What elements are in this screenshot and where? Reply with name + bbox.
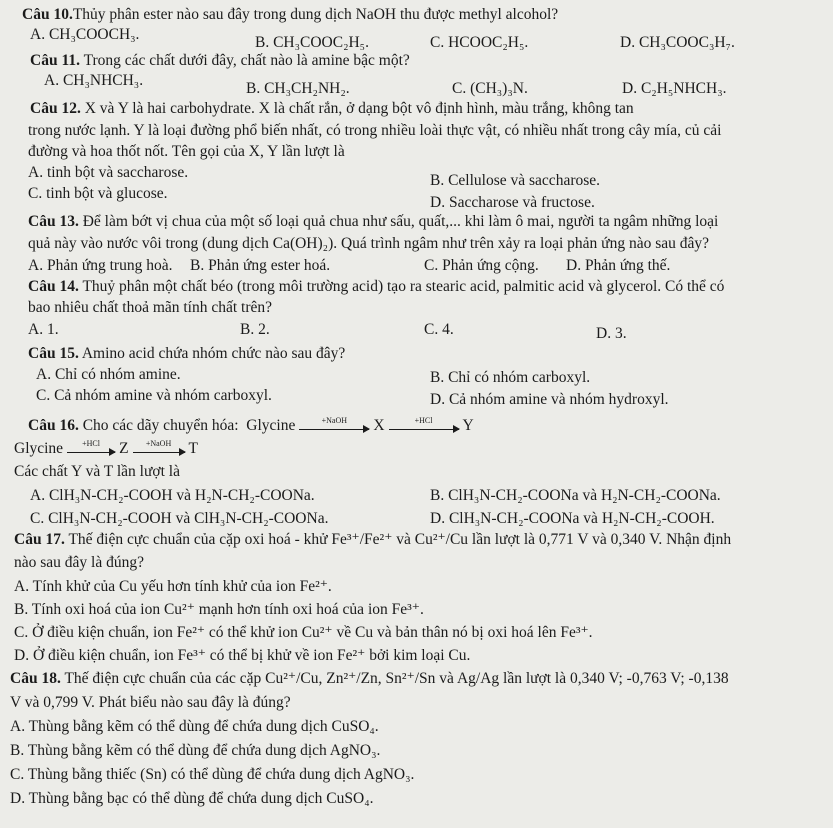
q16-option-d: D. ClH₃N-CH₂-COONa và H₂N-CH₂-COOH. — [430, 510, 715, 527]
question-16-text: Cho các dãy chuyển hóa: — [82, 417, 239, 434]
chain-1-intermediate: X — [373, 417, 385, 434]
q15-option-a: A. Chỉ có nhóm amine. — [36, 366, 181, 383]
q16-option-c: C. ClH₃N-CH₂-COOH và ClH₃N-CH₂-COONa. — [30, 510, 329, 527]
q13-option-a: A. Phản ứng trung hoà. — [28, 257, 173, 274]
q12-option-d: D. Saccharose và fructose. — [430, 194, 595, 211]
chain-2-intermediate: Z — [119, 440, 129, 457]
q11-option-c: C. (CH₃)₃N. — [452, 80, 528, 97]
q11-option-d: D. C₂H₅NHCH₃. — [622, 80, 727, 97]
question-16-chain-2 — [14, 440, 198, 458]
chain-2-start: Glycine — [14, 440, 64, 457]
q15-option-b: B. Chỉ có nhóm carboxyl. — [430, 369, 591, 386]
reaction-arrow-4-label: +NaOH — [145, 438, 172, 448]
q17-option-c: C. Ở điều kiện chuẩn, ion Fe²⁺ có thể khử ion Cu²⁺ về Cu và bản thân nó bị oxi hoá lên Fe³⁺. — [14, 624, 593, 641]
question-18-line-2: V và 0,799 V. Phát biểu nào sau đây là đúng? — [10, 694, 291, 711]
question-18-line-1 — [10, 670, 729, 688]
chain-2-product: T — [188, 440, 199, 457]
question-10-stem — [22, 6, 558, 24]
q12-option-b: B. Cellulose và saccharose. — [430, 172, 601, 189]
reaction-arrow-2-label: +HCl — [414, 415, 433, 425]
question-12-line-3: đường và hoa thốt nốt. Tên gọi của X, Y lần lượt là — [28, 143, 345, 160]
reaction-arrow-icon — [67, 438, 115, 453]
q18-option-a: A. Thùng bằng kẽm có thể dùng để chứa dung dịch CuSO₄. — [10, 718, 379, 735]
question-17-text-1: Thế điện cực chuẩn của cặp oxi hoá - khử Fe³⁺/Fe²⁺ và Cu²⁺/Cu lần lượt là 0,771 V và 0,340 V. Nhận định — [68, 531, 732, 548]
question-15-number: Câu 15. — [28, 345, 79, 362]
question-13-number: Câu 13. — [28, 213, 79, 230]
question-13-text-1: Để làm bớt vị chua của một số loại quả chua như sấu, quất,... khi làm ô mai, người ta ngâm những loại — [82, 213, 719, 230]
q14-option-d: D. 3. — [596, 325, 627, 342]
question-13-line-2: quả này vào nước vôi trong (dung dịch Ca(OH)₂). Quá trình ngâm như trên xảy ra loại phản ứng nào sau đây? — [28, 235, 710, 252]
question-13-line-1 — [28, 213, 718, 231]
question-15-text: Amino acid chứa nhóm chức nào sau đây? — [81, 345, 346, 362]
q14-option-b: B. 2. — [240, 321, 270, 338]
chain-1-product: Y — [462, 417, 474, 434]
reaction-arrow-icon — [299, 415, 369, 430]
reaction-arrow-1-label: +NaOH — [321, 415, 348, 425]
q17-option-b: B. Tính oxi hoá của ion Cu²⁺ mạnh hơn tính oxi hoá của ion Fe³⁺. — [14, 601, 424, 618]
q14-option-c: C. 4. — [424, 321, 454, 338]
q11-option-a: A. CH₃NHCH₃. — [44, 72, 144, 89]
q10-option-b: B. CH₃COOC₂H₅. — [255, 34, 369, 51]
reaction-arrow-3-label: +HCl — [82, 438, 100, 448]
question-10-text: Thủy phân ester nào sau đây trong dung dịch NaOH thu được methyl alcohol? — [72, 6, 559, 23]
q12-option-c: C. tinh bột và glucose. — [28, 185, 168, 202]
q11-option-b: B. CH₃CH₂NH₂. — [246, 80, 350, 97]
q10-option-c: C. HCOOC₂H₅. — [430, 34, 529, 51]
question-10-number: Câu 10. — [22, 6, 73, 23]
question-14-line-1 — [28, 278, 724, 296]
q10-option-a: A. CH₃COOCH₃. — [30, 26, 140, 43]
question-12-text-1: X và Y là hai carbohydrate. X là chất rắn, ở dạng bột vô định hình, màu trắng, không tan — [84, 100, 634, 117]
q16-option-a: A. ClH₃N-CH₂-COOH và H₂N-CH₂-COONa. — [30, 487, 315, 504]
question-18-number: Câu 18. — [10, 670, 61, 687]
q15-option-d: D. Cả nhóm amine và nhóm hydroxyl. — [430, 391, 669, 408]
q10-option-d: D. CH₃COOC₃H₇. — [620, 34, 735, 51]
question-15-stem — [28, 345, 345, 363]
question-14-number: Câu 14. — [28, 278, 79, 295]
question-14-line-2: bao nhiêu chất thoả mãn tính chất trên? — [28, 299, 273, 316]
q18-option-b: B. Thùng bằng kẽm có thể dùng để chứa dung dịch AgNO₃. — [10, 742, 381, 759]
question-12-line-2: trong nước lạnh. Y là loại đường phổ biến nhất, có trong nhiều loài thực vật, có nhiều nhất trong cây mía, củ cải — [28, 122, 722, 139]
question-11-text: Trong các chất dưới đây, chất nào là amine bậc một? — [83, 52, 410, 69]
q12-option-a: A. tinh bột và saccharose. — [28, 164, 189, 181]
question-17-line-2: nào sau đây là đúng? — [14, 554, 144, 571]
q18-option-d: D. Thùng bằng bạc có thể dùng để chứa dung dịch CuSO₄. — [10, 790, 374, 807]
q16-option-b: B. ClH₃N-CH₂-COONa và H₂N-CH₂-COONa. — [430, 487, 721, 504]
reaction-arrow-icon — [389, 415, 459, 430]
q14-option-a: A. 1. — [28, 321, 59, 338]
question-12-line-1 — [30, 100, 634, 118]
question-16-number: Câu 16. — [28, 417, 79, 434]
q17-option-a: A. Tính khử của Cu yếu hơn tính khử của ion Fe²⁺. — [14, 578, 332, 595]
reaction-arrow-icon — [133, 438, 185, 453]
question-16-ask: Các chất Y và T lần lượt là — [14, 463, 180, 480]
question-11-stem — [30, 52, 410, 70]
q18-option-c: C. Thùng bằng thiếc (Sn) có thể dùng để chứa dung dịch AgNO₃. — [10, 766, 415, 783]
question-14-text-1: Thuỷ phân một chất béo (trong môi trường acid) tạo ra stearic acid, palmitic acid và glycerol. Có thể có — [82, 278, 725, 295]
question-17-number: Câu 17. — [14, 531, 65, 548]
q13-option-b: B. Phản ứng ester hoá. — [190, 257, 331, 274]
q13-option-c: C. Phản ứng cộng. — [424, 257, 539, 274]
q13-option-d: D. Phản ứng thế. — [566, 257, 671, 274]
chain-1-start: Glycine — [246, 417, 296, 434]
question-16-chain-1 — [28, 417, 474, 435]
question-17-line-1 — [14, 531, 731, 549]
q17-option-d: D. Ở điều kiện chuẩn, ion Fe³⁺ có thể bị khử về ion Fe²⁺ bởi kim loại Cu. — [14, 647, 471, 664]
question-11-number: Câu 11. — [30, 52, 80, 69]
q15-option-c: C. Cả nhóm amine và nhóm carboxyl. — [36, 387, 272, 404]
question-18-text-1: Thế điện cực chuẩn của các cặp Cu²⁺/Cu, Zn²⁺/Zn, Sn²⁺/Sn và Ag/Ag lần lượt là 0,340 V; -0,763 V; -0,138 — [64, 670, 729, 687]
question-12-number: Câu 12. — [30, 100, 81, 117]
